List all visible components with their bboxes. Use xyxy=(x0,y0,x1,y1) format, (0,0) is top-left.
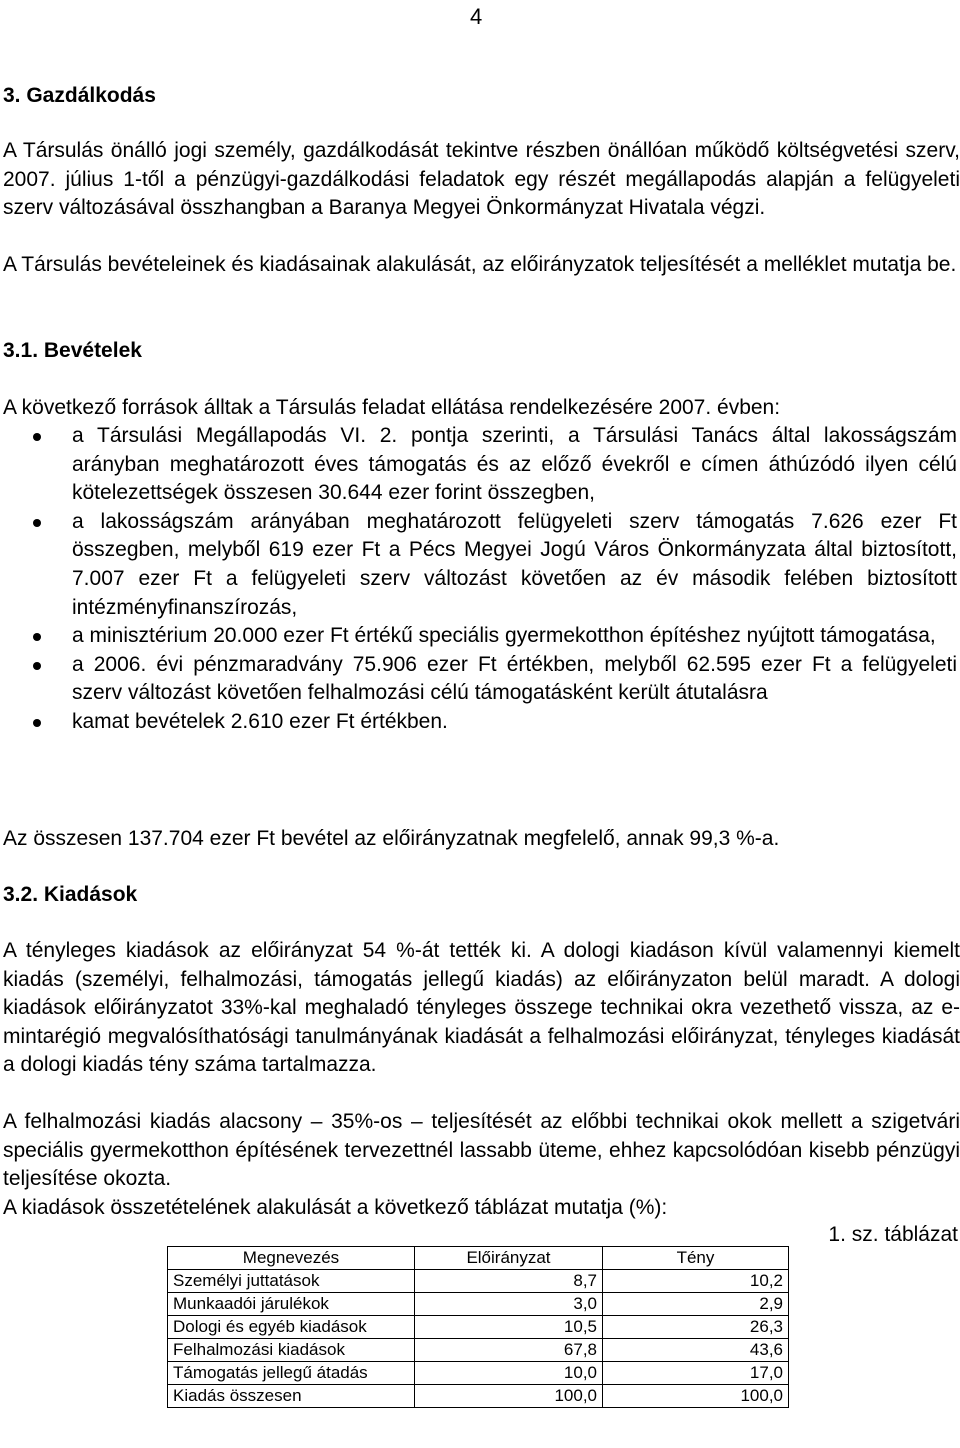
list-item xyxy=(0,708,957,737)
income-summary: Az összesen 137.704 ezer Ft bevétel az előirányzatnak megfelelő, annak 99,3 %-a. xyxy=(3,827,780,850)
section-paragraph-1: A Társulás önálló jogi személy, gazdálkodását tekintve részben önállóan működő költségvetési szerv, 2007. július 1-től a pénzügyi-gazdálkodási feladatok egy részét megállapodás alapján a felügyeleti szerv változásával összhangban a Baranya Megyei Önkormányzat Hivatala végzi. xyxy=(3,139,960,220)
bullet-icon xyxy=(33,519,41,527)
column-header: Előirányzat xyxy=(415,1247,603,1270)
table-cell: Kiadás összesen xyxy=(168,1385,415,1408)
table-header-row xyxy=(168,1247,789,1270)
table-row xyxy=(168,1293,789,1316)
expenses-heading: 3.2. Kiadások xyxy=(3,883,138,906)
table-cell: Munkaadói járulékok xyxy=(168,1293,415,1316)
table-cell: 100,0 xyxy=(603,1385,789,1408)
bullet-icon xyxy=(33,633,41,641)
table-row xyxy=(168,1339,789,1362)
table-cell: Felhalmozási kiadások xyxy=(168,1339,415,1362)
expenses-paragraph-1: A tényleges kiadások az előirányzat 54 %-át tették ki. A dologi kiadáson kívül valamennyi kiemelt kiadás (személyi, felhalmozási, támogatás jellegű kiadás) az előirányzaton belül maradt. A dologi kiadások előirányzatot 33%-kal meghaladó tényleges összege technikai okra vezethető vissza, az e-mintarégió megvalósíthatósági tanulmányának kiadását a felhalmozási előirányzat, tényleges kiadását a dologi kiadás tény száma tartalmazza. xyxy=(3,939,960,1077)
table-row xyxy=(168,1362,789,1385)
table-row xyxy=(168,1316,789,1339)
page-number: 4 xyxy=(470,4,483,29)
list-item-text: kamat bevételek 2.610 ezer Ft értékben. xyxy=(72,709,448,733)
section-paragraph-2: A Társulás bevételeinek és kiadásainak alakulását, az előirányzatok teljesítését a melléklet mutatja be. xyxy=(3,253,957,276)
list-item-text: a minisztérium 20.000 ezer Ft értékű speciális gyermekotthon építéshez nyújtott támogatása, xyxy=(72,624,936,648)
table-cell: 10,0 xyxy=(415,1362,603,1385)
table-label: 1. sz. táblázat xyxy=(828,1223,958,1246)
list-item xyxy=(0,622,957,651)
income-heading: 3.1. Bevételek xyxy=(3,339,142,362)
list-item xyxy=(0,651,957,708)
list-item xyxy=(0,422,957,508)
table-cell: Támogatás jellegű átadás xyxy=(168,1362,415,1385)
section-heading: 3. Gazdálkodás xyxy=(3,84,156,107)
bullet-icon xyxy=(33,719,41,727)
table-row xyxy=(168,1385,789,1408)
table-cell: 67,8 xyxy=(415,1339,603,1362)
table-cell: Személyi juttatások xyxy=(168,1270,415,1293)
column-header: Megnevezés xyxy=(168,1247,415,1270)
table-cell: 10,5 xyxy=(415,1316,603,1339)
table-cell: 8,7 xyxy=(415,1270,603,1293)
expenses-paragraph-3: A kiadások összetételének alakulását a következő táblázat mutatja (%): xyxy=(3,1196,668,1219)
table-cell: 10,2 xyxy=(603,1270,789,1293)
table-row xyxy=(168,1270,789,1293)
table-cell: 43,6 xyxy=(603,1339,789,1362)
bullet-icon xyxy=(33,662,41,670)
income-intro: A következő források álltak a Társulás feladat ellátása rendelkezésére 2007. évben: xyxy=(3,396,781,419)
table-cell: Dologi és egyéb kiadások xyxy=(168,1316,415,1339)
table-cell: 3,0 xyxy=(415,1293,603,1316)
list-item-text: a lakosságszám arányában meghatározott felügyeleti szerv támogatás 7.626 ezer Ft összegben, melyből 619 ezer Ft a Pécs Megyei Jogú Város Önkormányzata által biztosított, 7.007 ezer Ft a felügyeleti szerv változást követően az év második felében biztosított intézményfinanszírozás, xyxy=(72,509,957,619)
table-cell: 100,0 xyxy=(415,1385,603,1408)
bullet-icon xyxy=(33,433,41,441)
expenses-paragraph-2: A felhalmozási kiadás alacsony – 35%-os – teljesítését az előbbi technikai okok mellett a szigetvári speciális gyermekotthon építésének tervezettnél lassabb üteme, ehhez kapcsolódóan kisebb pénzügyi teljesítése okozta. xyxy=(3,1110,960,1191)
expenses-table xyxy=(167,1246,789,1408)
income-list xyxy=(0,422,960,737)
column-header: Tény xyxy=(603,1247,789,1270)
table-cell: 2,9 xyxy=(603,1293,789,1316)
list-item-text: a 2006. évi pénzmaradvány 75.906 ezer Ft értékben, melyből 62.595 ezer Ft a felügyeleti szerv változást követően felhalmozási célú támogatásként került átutalásra xyxy=(72,652,957,705)
table-cell: 17,0 xyxy=(603,1362,789,1385)
table-cell: 26,3 xyxy=(603,1316,789,1339)
list-item xyxy=(0,508,957,622)
list-item-text: a Társulási Megállapodás VI. 2. pontja szerinti, a Társulási Tanács által lakosságszám arányban meghatározott éves támogatás és az előző évekről e címen áthúzódó ilyen célú kötelezettségek összesen 30.644 ezer forint összegben, xyxy=(72,424,957,505)
